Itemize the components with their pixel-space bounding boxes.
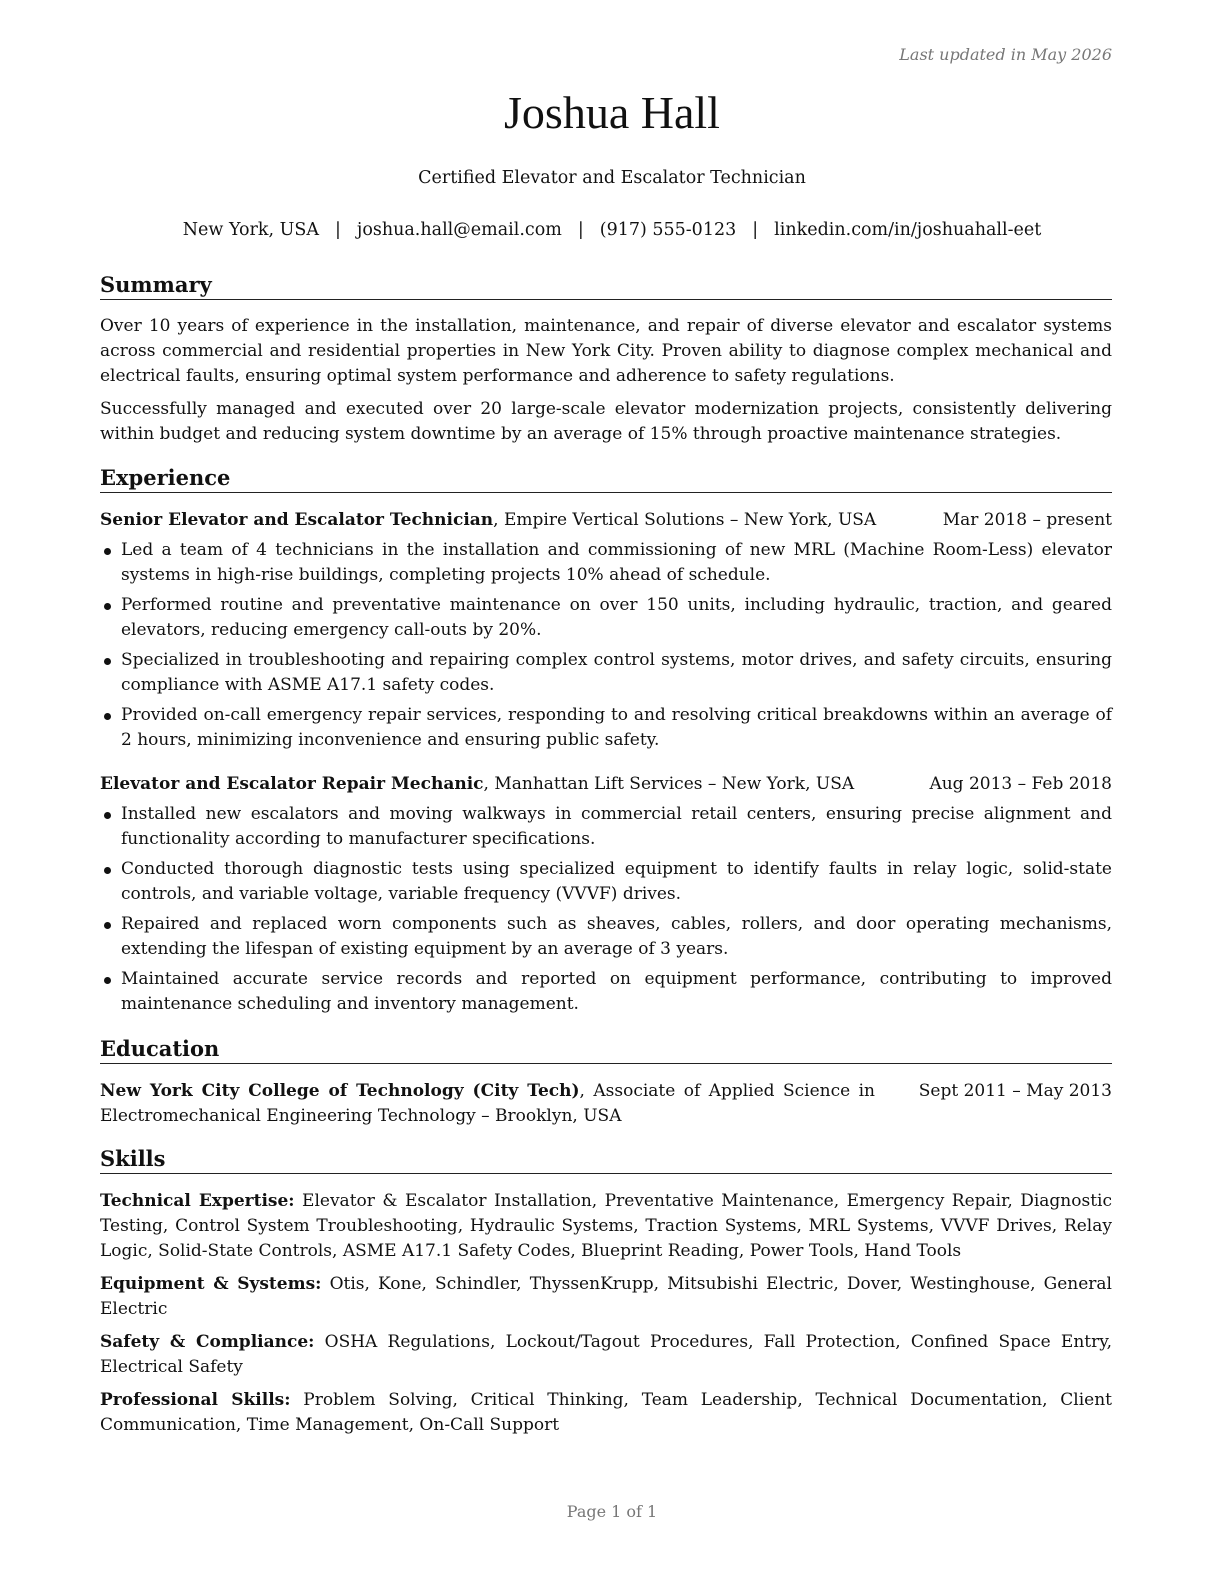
education-school: New York City College of Technology (City Tech) <box>100 1081 580 1102</box>
section-title-experience: Experience <box>100 465 1112 493</box>
skill-group <box>100 1189 1112 1264</box>
page-number: Page 1 of 1 <box>566 1502 658 1521</box>
job-bullet: Provided on-call emergency repair services, responding to and resolving critical breakdowns within an average of 2 hours, minimizing inconvenience and ensuring public safety. <box>100 703 1112 753</box>
skill-group-text: Otis, Kone, Schindler, ThyssenKrupp, Mitsubishi Electric, Dover, Westinghouse, General Electric <box>100 1274 1112 1320</box>
skill-group <box>100 1272 1112 1322</box>
section-title-skills: Skills <box>100 1146 1112 1174</box>
skill-group <box>100 1388 1112 1438</box>
summary-paragraph: Over 10 years of experience in the installation, maintenance, and repair of diverse elevator and escalator systems across commercial and residential properties in New York City. Proven ability to diagnose complex mechanical and electrical faults, ensuring optimal system performance and adherence to safety regulations. <box>100 316 1112 387</box>
job-bullets <box>100 802 1112 1017</box>
contact-line <box>0 220 1224 240</box>
job-company: , Manhattan Lift Services – New York, USA <box>483 774 855 795</box>
contact-phone[interactable]: (917) 555-0123 <box>599 220 737 240</box>
skill-group-text: Elevator & Escalator Installation, Preventative Maintenance, Emergency Repair, Diagnostic Testing, Control System Troubleshooting, Hydraulic Systems, Traction Systems, MRL Systems, VVVF Drives, Relay Logic, Solid-State Controls, ASME A17.1 Safety Codes, Blueprint Reading, Power Tools, Hand Tools <box>100 1191 1112 1262</box>
skill-group <box>100 1330 1112 1380</box>
job-role: Senior Elevator and Escalator Technician <box>100 510 494 531</box>
job-company: , Empire Vertical Solutions – New York, USA <box>493 510 877 531</box>
skill-group-label: Safety & Compliance: <box>100 1332 315 1353</box>
summary-section <box>100 272 1112 447</box>
section-title-summary: Summary <box>100 272 1112 300</box>
job-dates: Aug 2013 – Feb 2018 <box>929 774 1112 795</box>
contact-separator: | <box>334 220 341 240</box>
contact-email[interactable]: joshua.hall@email.com <box>356 220 562 240</box>
job-bullets <box>100 538 1112 753</box>
job-entry <box>100 772 1112 1017</box>
job-bullet: Specialized in troubleshooting and repairing complex control systems, motor drives, and safety circuits, ensuring compliance with ASME A17.1 safety codes. <box>100 648 1112 698</box>
job-entry <box>100 508 1112 753</box>
job-bullet: Performed routine and preventative maintenance on over 150 units, including hydraulic, traction, and geared elevators, reducing emergency call-outs by 20%. <box>100 593 1112 643</box>
job-dates: Mar 2018 – present <box>942 510 1112 531</box>
job-header <box>100 508 1112 533</box>
candidate-name: Joshua Hall <box>504 87 720 138</box>
job-bullet: Maintained accurate service records and reported on equipment performance, contributing to improved maintenance scheduling and inventory management. <box>100 967 1112 1017</box>
job-bullet: Repaired and replaced worn components such as sheaves, cables, rollers, and door operating mechanisms, extending the lifespan of existing equipment by an average of 3 years. <box>100 912 1112 962</box>
job-role: Elevator and Escalator Repair Mechanic <box>100 774 484 795</box>
contact-separator: | <box>752 220 759 240</box>
job-header <box>100 772 1112 797</box>
job-bullet: Conducted thorough diagnostic tests using specialized equipment to identify faults in relay logic, solid-state controls, and variable voltage, variable frequency (VVVF) drives. <box>100 857 1112 907</box>
education-degree: , Associate of Applied Science in Electromechanical Engineering Technology – Brooklyn, USA <box>100 1081 875 1127</box>
contact-linkedin[interactable]: linkedin.com/in/joshuahall-eet <box>774 220 1042 240</box>
education-entry <box>100 1079 1112 1129</box>
experience-section <box>100 465 1112 1022</box>
skill-group-label: Technical Expertise: <box>100 1191 295 1212</box>
education-dates: Sept 2011 – May 2013 <box>918 1081 1112 1102</box>
job-bullet: Installed new escalators and moving walkways in commercial retail centers, ensuring precise alignment and functionality according to manufacturer specifications. <box>100 802 1112 852</box>
skill-group-text: Problem Solving, Critical Thinking, Team Leadership, Technical Documentation, Client Communication, Time Management, On-Call Support <box>100 1390 1112 1436</box>
section-title-education: Education <box>100 1036 1112 1064</box>
headline: Certified Elevator and Escalator Technician <box>418 168 806 188</box>
summary-paragraph: Successfully managed and executed over 20 large-scale elevator modernization projects, consistently delivering within budget and reducing system downtime by an average of 15% through proactive maintenance strategies. <box>100 399 1112 445</box>
last-updated-note: Last updated in May 2026 <box>899 45 1112 64</box>
skills-section <box>100 1146 1112 1438</box>
skill-group-label: Professional Skills: <box>100 1390 291 1411</box>
skill-group-label: Equipment & Systems: <box>100 1274 322 1295</box>
job-bullet: Led a team of 4 technicians in the installation and commissioning of new MRL (Machine Room-Less) elevator systems in high-rise buildings, completing projects 10% ahead of schedule. <box>100 538 1112 588</box>
education-section <box>100 1036 1112 1129</box>
skill-group-text: OSHA Regulations, Lockout/Tagout Procedures, Fall Protection, Confined Space Entry, Electrical Safety <box>100 1332 1112 1378</box>
contact-location: New York, USA <box>182 220 319 240</box>
contact-separator: | <box>577 220 584 240</box>
